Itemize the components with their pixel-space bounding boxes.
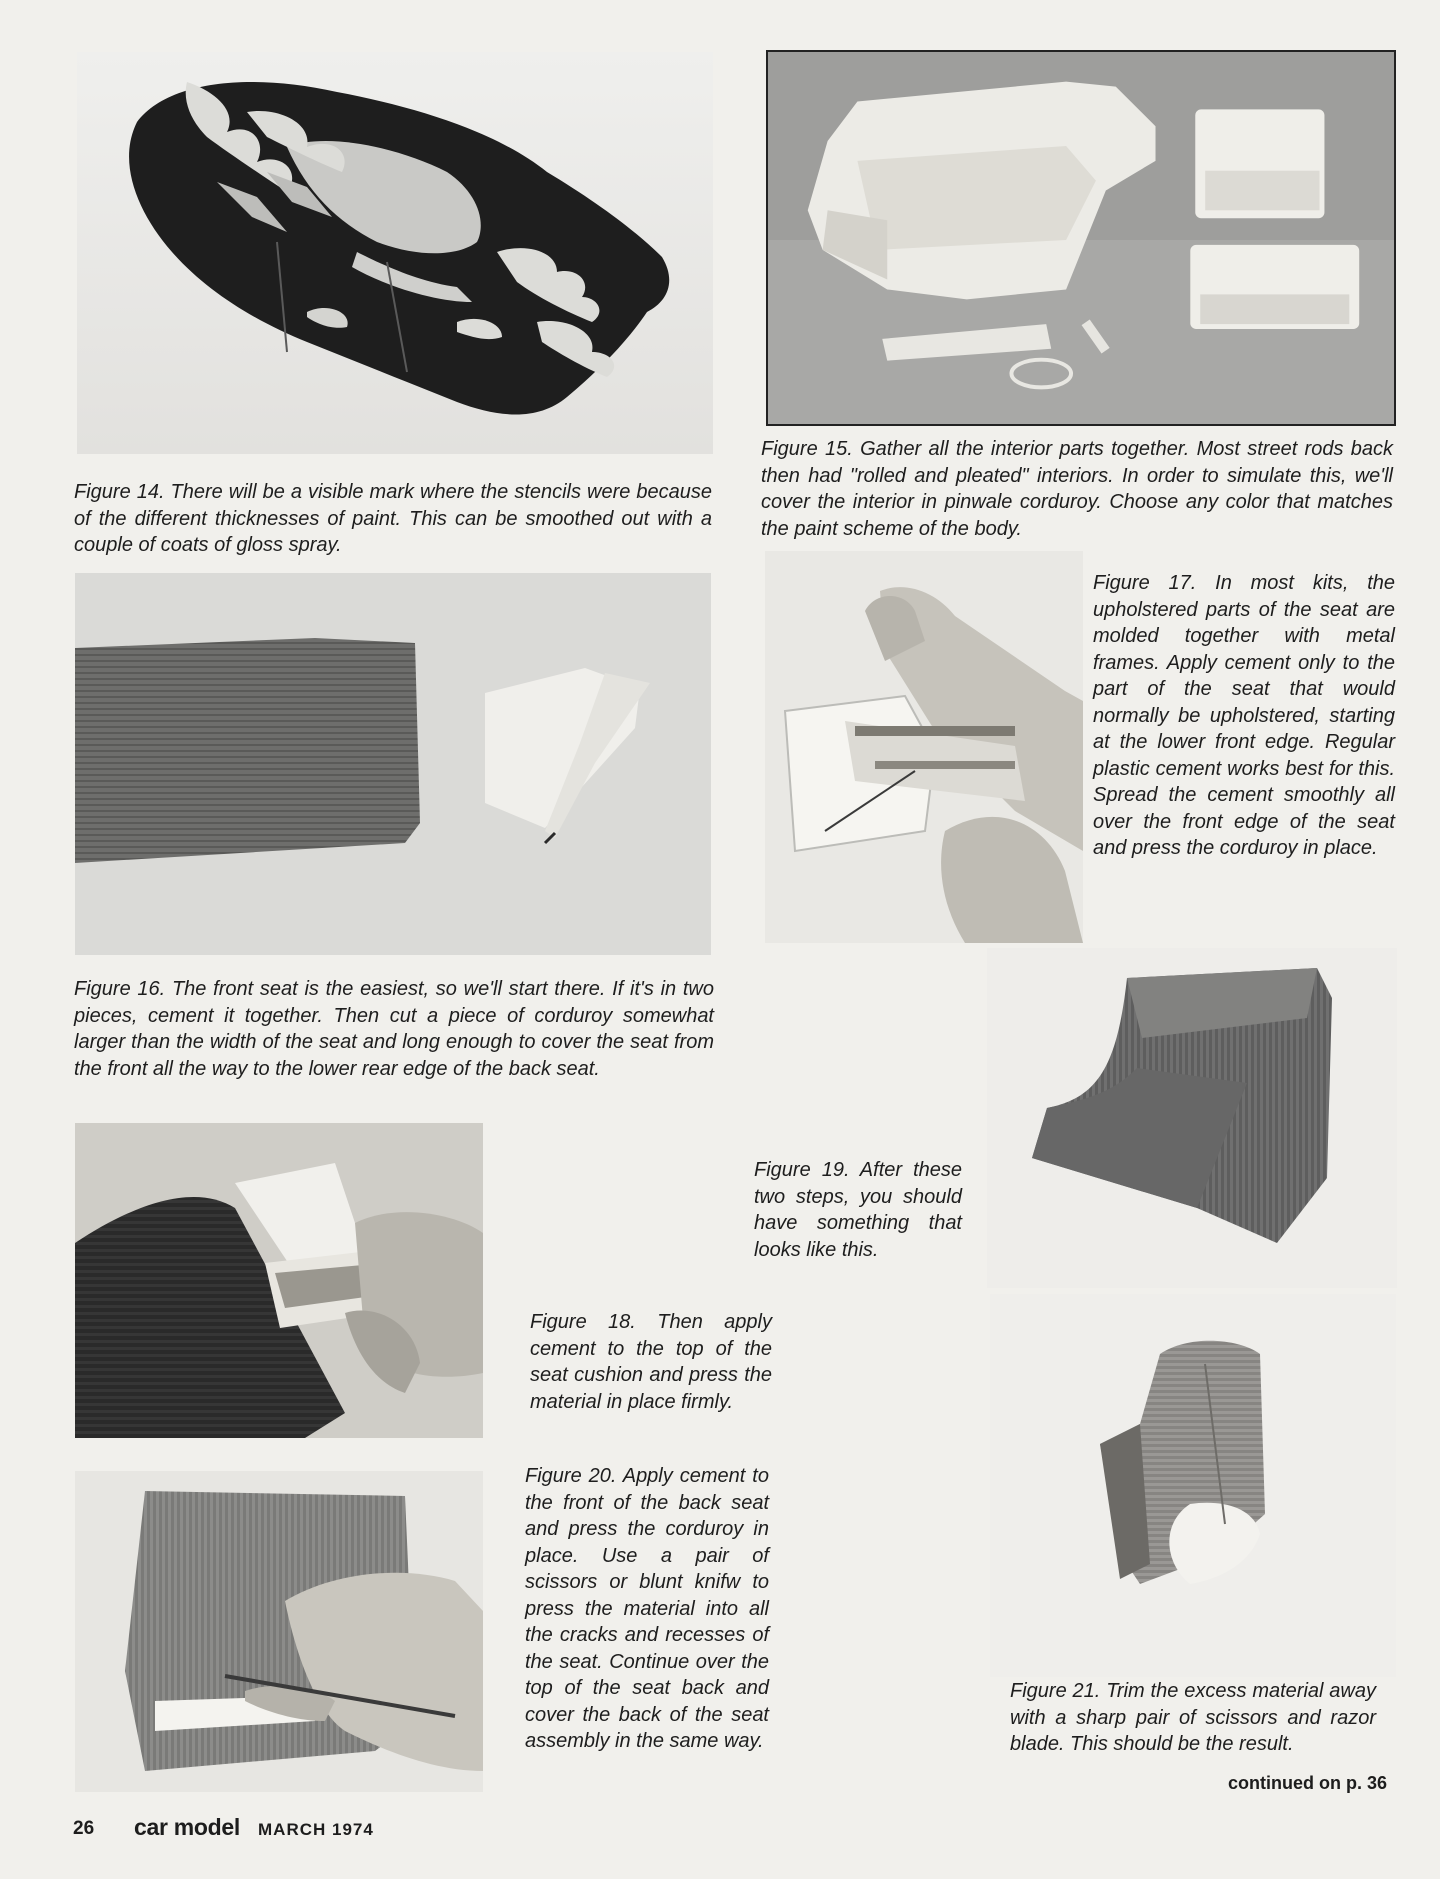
figure-21-photo: [990, 1294, 1396, 1677]
figure-19-photo: [987, 948, 1397, 1288]
magazine-name: car model: [134, 1814, 240, 1840]
figure-17-photo: [765, 551, 1083, 943]
page-number: 26: [73, 1818, 95, 1839]
figure-20-caption: Figure 20. Apply cement to the front of the back seat and press the corduroy in place. Use a pair of scissors or blunt knifw to press the material into all the cracks and recesses of the seat. Continue over the top of the seat back and cover the back of the seat assembly in the same way.: [525, 1465, 769, 1752]
figure-15-photo: [766, 50, 1396, 426]
figure-16-photo: [75, 573, 711, 955]
figure-14-caption: Figure 14. There will be a visible mark where the stencils were because of the different thicknesses of paint. This can be smoothed out with a couple of coats of gloss spray.: [74, 481, 712, 556]
figure-14-photo: [77, 52, 713, 454]
figure-15-caption: Figure 15. Gather all the interior parts together. Most street rods back then had "rolled and pleated" interiors. In order to simulate this, we'll cover the interior in pinwale corduroy. Choose any color that matches the paint scheme of the body.: [761, 438, 1393, 540]
figure-18-caption: Figure 18. Then apply cement to the top of the seat cushion and press the material in place firmly.: [530, 1311, 772, 1413]
figure-16-caption: Figure 16. The front seat is the easiest, so we'll start there. If it's in two pieces, cement it together. Then cut a piece of corduroy somewhat larger than the width of the seat and long enough to cover the seat from the front all the way to the lower rear edge of the back seat.: [74, 978, 714, 1080]
figure-19-caption: Figure 19. After these two steps, you should have something that looks like this.: [754, 1159, 962, 1261]
figure-21-caption: Figure 21. Trim the excess material away with a sharp pair of scissors and razor blade. This should be the result.: [1010, 1680, 1376, 1755]
figure-17-caption: Figure 17. In most kits, the upholstered parts of the seat are molded together with metal frames. Apply cement only to the part of the seat that would normally be upholstered, starting at the lower front edge. Regular plastic cement works best for this. Spread the cement smoothly all over the front edge of the seat and press the corduroy in place.: [1093, 572, 1395, 859]
figure-18-photo: [75, 1123, 483, 1438]
continued-note: continued on p. 36: [1228, 1773, 1388, 1793]
figure-20-photo: [75, 1471, 483, 1792]
issue-date: MARCH 1974: [258, 1820, 374, 1839]
